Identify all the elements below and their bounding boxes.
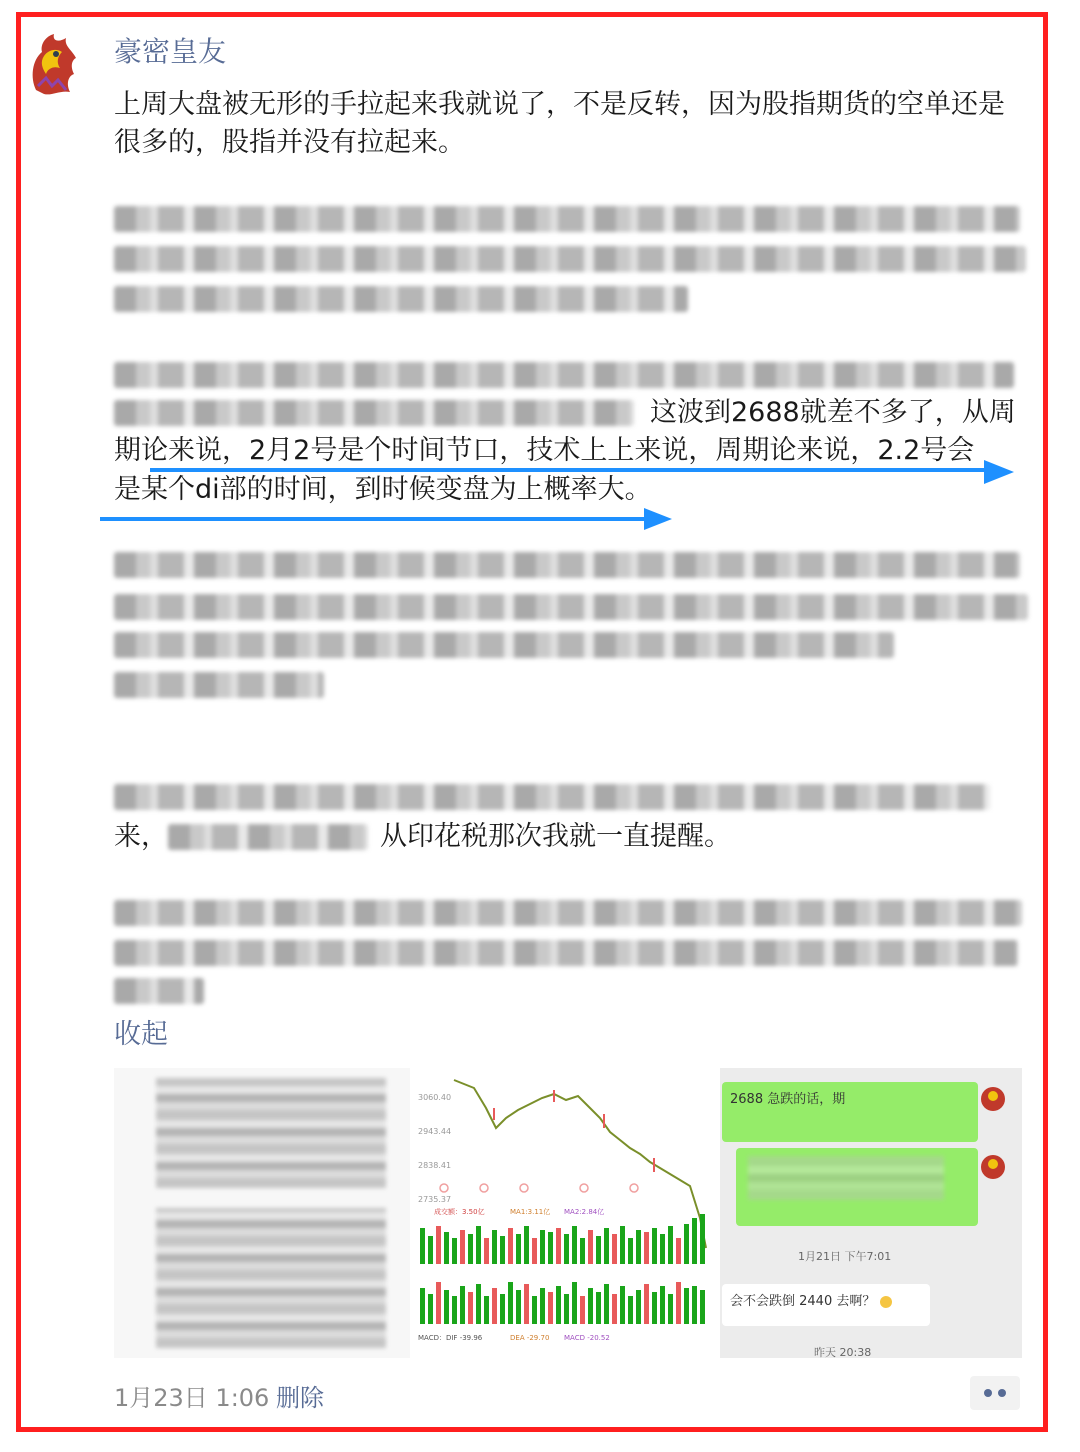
price-label: 2838.41 [418,1161,452,1170]
author-name[interactable]: 豪密皇友 [114,35,227,68]
chat-bubble [722,1284,930,1326]
more-options-button[interactable] [970,1376,1020,1410]
chat-bubble [736,1148,978,1226]
post-paragraph-3-fragment: 这波到2688就差不多了，从周 [650,397,1016,428]
price-label: 2735.37 [418,1195,452,1204]
post-paragraph-1: 上周大盘被无形的手拉起来我就说了，不是反转，因为股指期货的空单还是很多的，股指并没有拉起来。 [114,89,1005,158]
blurred-image-region [156,1078,386,1188]
blurred-text-line [114,900,1022,926]
stock-chart-image [414,1068,714,1358]
blurred-text-line [114,632,894,658]
post-paragraph-5-prefix: 来， [114,821,168,852]
chat-avatar [978,1152,1008,1182]
blurred-text-line [114,552,1020,578]
price-label: 2943.44 [418,1127,452,1136]
annotation-arrows [0,0,1080,560]
image-thumbnail-3[interactable] [720,1068,1022,1358]
chat-message: 会不会跌倒 2440 去啊？ [730,1294,876,1309]
dot-icon [998,1389,1006,1397]
volume-label: 成交额：3.50亿 [434,1208,485,1216]
post-paragraph-5-fragment: 从印花税那次我就一直提醒。 [380,821,731,852]
price-label: 3060.40 [418,1093,452,1102]
blurred-text-line [114,978,204,1004]
chat-bubble [722,1082,978,1142]
chat-timestamp: 1月21日 下午7:01 [798,1250,892,1263]
delete-button[interactable]: 删除 [276,1384,324,1412]
macd-dif-label: MACD：DIF -39.96 [418,1334,483,1342]
chat-timestamp: 昨天 20:38 [814,1346,872,1358]
post-paragraph-3-line: 是某个di部的时间，到时候变盘为上概率大。 [114,474,652,505]
collapse-link[interactable]: 收起 [114,1019,168,1050]
blurred-image-region [156,1208,386,1348]
ma2-label: MA2:2.84亿 [564,1208,605,1216]
image-thumbnail-1[interactable] [114,1068,410,1358]
chat-message: 2688 急跌的话，期 [730,1092,846,1107]
dot-icon [984,1389,992,1397]
blurred-text-line [114,594,1028,620]
blurred-text-line [114,940,1018,966]
blurred-text-line [114,784,990,810]
post-paragraph-3-line: 期论来说，2月2号是个时间节口，技术上上来说，周期论来说，2.2号会 [114,435,975,466]
blurred-text-line [168,824,368,850]
blurred-text-line [114,672,324,698]
macd-value-label: MACD -20.52 [564,1334,610,1342]
post-timestamp: 1月23日 1:06 [114,1384,270,1412]
chat-avatar [978,1084,1008,1114]
blurred-message [748,1156,944,1200]
emoji-icon [880,1296,892,1308]
macd-dea-label: DEA -29.70 [510,1334,550,1342]
ma1-label: MA1:3.11亿 [510,1208,551,1216]
image-thumbnail-2[interactable] [414,1068,714,1358]
